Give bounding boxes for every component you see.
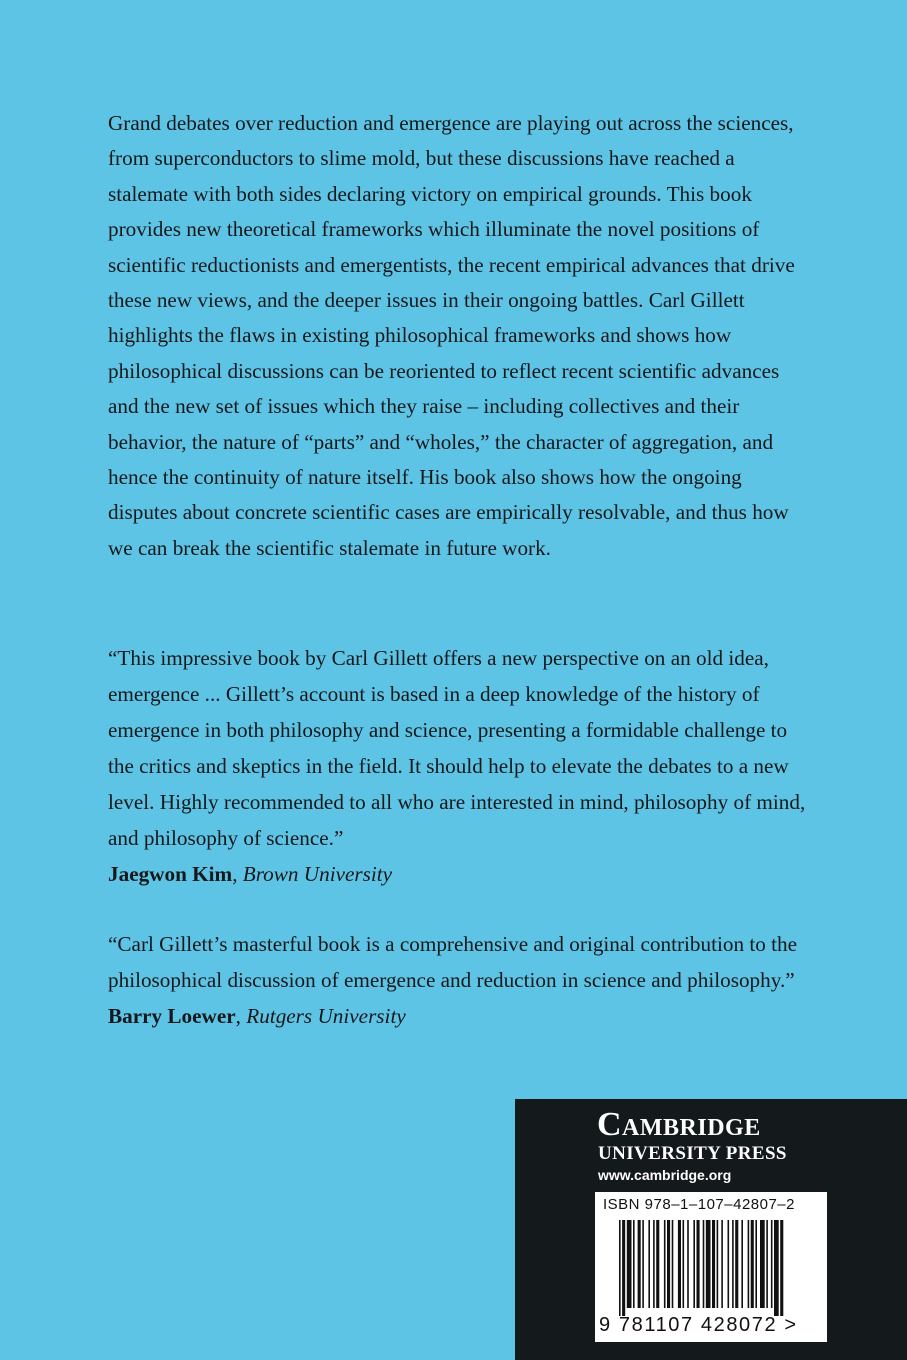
barcode-digits: 9 781107 428072 >: [599, 1314, 798, 1336]
quote-text: “Carl Gillett’s masterful book is a comprehensive and original contribution to the philosophical discussion of emergence and reduction in science and philosophy.”: [108, 932, 798, 992]
publisher-name: Cambridge: [597, 1106, 761, 1143]
blurb-text: Grand debates over reduction and emergence are playing out across the sciences, from superconductors to slime mold, but these discussions have reached a stalemate with both sides declaring victory on empirical grounds. This book provides new theoretical frameworks which illuminate the novel positions of scientific reductionists and emergentists, the recent empirical advances that drive these new views, and the deeper issues in their ongoing battles. Carl Gillett highlights the flaws in existing philosophical frameworks and shows how philosophical discussions can be reoriented to reflect recent scientific advances and the new set of issues which they raise – including collectives and their behavior, the nature of “parts” and “wholes,” the character of aggregation, and hence the continuity of nature itself. His book also shows how the ongoing disputes about concrete scientific cases are empirically resolvable, and thus how we can break the scientific stalemate in future work.: [108, 111, 795, 560]
publisher-panel: [515, 1099, 907, 1360]
quote-author: Barry Loewer: [108, 1004, 236, 1028]
barcode-icon: [595, 1220, 827, 1316]
publisher-url: www.cambridge.org: [598, 1167, 732, 1183]
endorsement-quote-1: [108, 640, 808, 892]
quote-attribution: Jaegwon Kim, Brown University: [108, 862, 393, 886]
endorsement-quote-2: [108, 926, 808, 1034]
barcode-panel: [595, 1192, 827, 1342]
description-blurb: [108, 106, 808, 566]
isbn-label: ISBN 978–1–107–42807–2: [603, 1196, 795, 1213]
quote-institution: Brown University: [242, 862, 393, 886]
quote-author: Jaegwon Kim: [108, 862, 233, 886]
quote-institution: Rutgers University: [246, 1004, 406, 1028]
quote-text: “This impressive book by Carl Gillett offers a new perspective on an old idea, emergence ... Gillett’s account is based in a deep knowledge of the history of emergence in both philosophy and science, presenting a formidable challenge to the critics and skeptics in the field. It should help to elevate the debates to a new level. Highly recommended to all who are interested in mind, philosophy of mind, and philosophy of science.”: [108, 646, 806, 850]
quote-attribution: Barry Loewer, Rutgers University: [108, 1004, 406, 1028]
publisher-press: UNIVERSITY PRESS: [598, 1143, 787, 1164]
